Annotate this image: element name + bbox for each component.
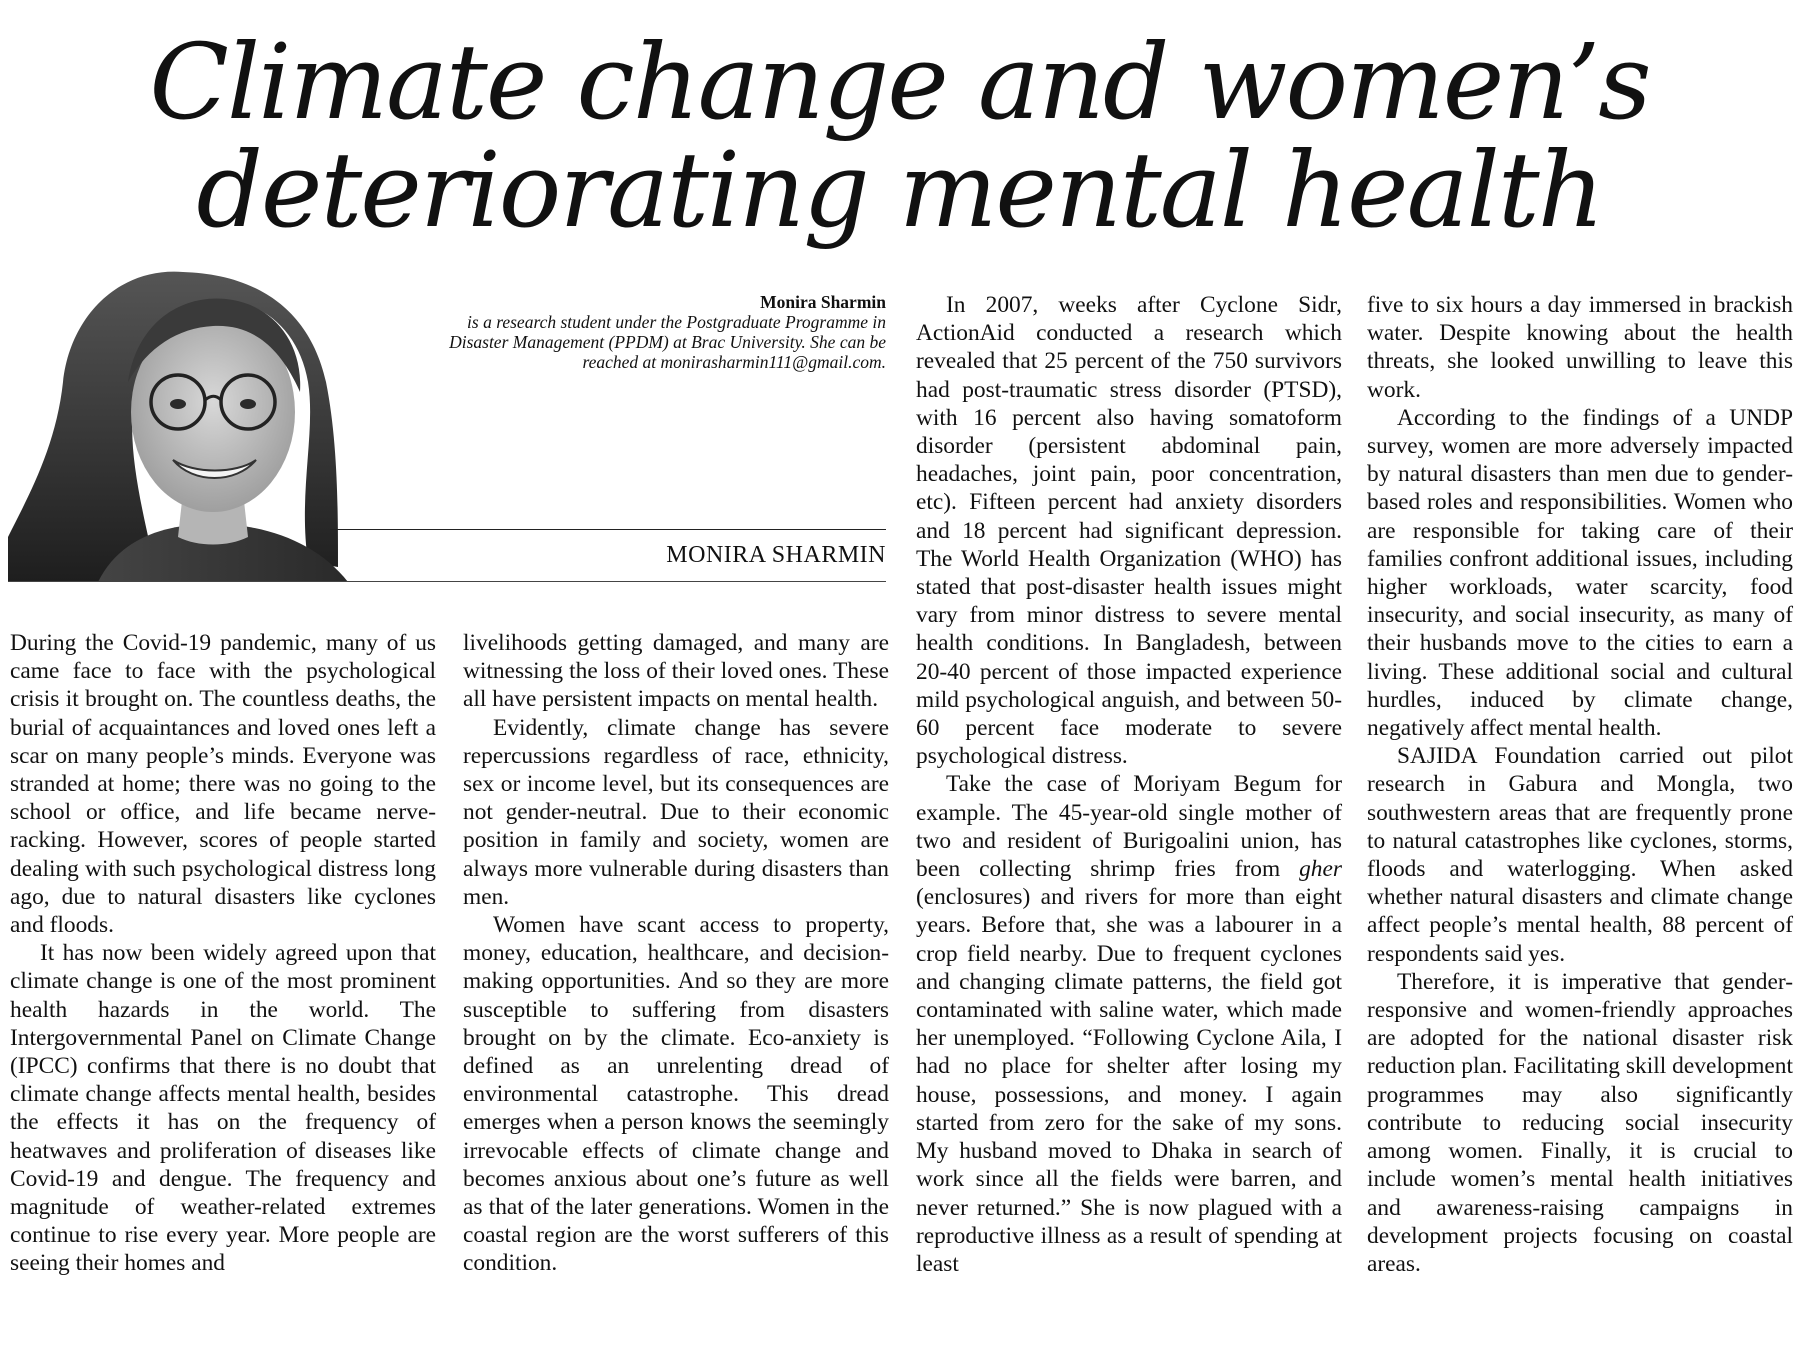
paragraph: five to six hours a day immersed in brackish water. Despite knowing about the health threats, she looked unwilling to leave this work. (1367, 292, 1793, 403)
paragraph: During the Covid-19 pandemic, many of us came face to face with the psychological crisis it brought on. The countless deaths, the burial of acquaintances and loved ones left a scar on many people’s minds. Everyone was stranded at home; there was no going to the school or office, and life became nerve-racking. However, scores of people started dealing with such psychological distress long ago, due to natural disasters like cyclones and floods. (10, 630, 436, 939)
byline-rule (330, 529, 886, 530)
column-1 (10, 629, 436, 1278)
bio-text: is a research student under the Postgraduate Programme in Disaster Management (PPDM) at Brac University. She can be reached at monirasharmin111@gmail.com. (449, 312, 886, 372)
headline (0, 21, 1799, 251)
author-bio (420, 292, 886, 372)
paragraph: Women have scant access to property, money, education, healthcare, and decision-making opportunities. And so they are more susceptible to suffering from disasters brought on by the climate. Eco-anxiety is defined as an unrelenting dread of environmental catastrophe. This dread emerges when a person knows the seemingly irrevocable effects of climate change and becomes anxious about one’s future as well as that of the later generations. Women in the coastal region are the worst sufferers of this condition. (463, 912, 889, 1277)
paragraph: In 2007, weeks after Cyclone Sidr, ActionAid conducted a research which revealed that 25 percent of the 750 survivors had post-traumatic stress disorder (PTSD), with 16 percent also having somatoform disorder (persistent abdominal pain, headaches, joint pain, poor concentration, etc). Fifteen percent had anxiety disorders and 18 percent had significant depression. The World Health Organization (WHO) has stated that post-disaster health issues might vary from minor distress to severe mental health conditions. In Bangladesh, between 20-40 percent of those impacted experience mild psychological anguish, and between 50-60 percent face moderate to severe psychological distress. (916, 292, 1342, 770)
column-3 (916, 291, 1342, 1278)
paragraph: SAJIDA Foundation carried out pilot research in Gabura and Mongla, two southwestern areas that are frequently prone to natural catastrophes like cyclones, storms, floods and waterlogging. When asked whether natural disasters and climate change affect people’s mental health, 88 percent of respondents said yes. (1367, 743, 1793, 967)
paragraph (916, 770, 1342, 1278)
headline-line-1: Climate change and women’s (149, 21, 1650, 143)
paragraph: livelihoods getting damaged, and many are witnessing the loss of their loved ones. These all have persistent impacts on mental health. (463, 630, 889, 713)
column-4 (1367, 291, 1793, 1278)
photo-baseline (8, 581, 886, 582)
column-2 (463, 629, 889, 1278)
paragraph: According to the findings of a UNDP survey, women are more adversely impacted by natural disasters than men due to gender-based roles and responsibilities. Women who are responsible for taking care of their families confront additional issues, including higher workloads, water scarcity, food insecurity, and social insecurity, as many of their husbands move to the cities to earn a living. These additional social and cultural hurdles, induced by climate change, negatively affect mental health. (1367, 404, 1793, 742)
paragraph: It has now been widely agreed upon that climate change is one of the most prominent health hazards in the world. The Intergovernmental Panel on Climate Change (IPCC) confirms that there is no doubt that climate change affects mental health, besides the effects it has on the frequency of heatwaves and proliferation of diseases like Covid-19 and dengue. The frequency and magnitude of weather-related extremes continue to rise every year. More people are seeing their homes and (10, 940, 436, 1277)
byline: MONIRA SHARMIN (666, 542, 886, 568)
paragraph-italic: gher (1299, 856, 1342, 883)
paragraph: Evidently, climate change has severe repercussions regardless of race, ethnicity, sex or income level, but its consequences are not gender-neutral. Due to their economic position in family and society, women are always more vulnerable during disasters than men. (463, 714, 889, 910)
bio-name: Monira Sharmin (760, 292, 886, 312)
paragraph-text: (enclosures) and rivers for more than eight years. Before that, she was a labourer in a crop field nearby. Due to frequent cyclones and changing climate patterns, the field got contaminated with saline water, which made her unemployed. “Following Cyclone Aila, I had no place for shelter after losing my house, possessions, and money. I again started from zero for the sake of my sons. My husband moved to Dhaka in search of work since all the fields were barren, and never returned.” She is now plagued with a reproductive illness as a result of spending at least (916, 884, 1342, 1277)
author-portrait-icon (8, 262, 408, 582)
paragraph-text: Take the case of Moriyam Begum for example. The 45-year-old single mother of two and resident of Burigoalini union, has been collecting shrimp fries from (916, 771, 1342, 883)
headline-line-2: deteriorating mental health (196, 129, 1603, 251)
paragraph: Therefore, it is imperative that gender-responsive and women-friendly approaches are adopted for the national disaster risk reduction plan. Facilitating skill development programmes may also significantly contribute to reducing social insecurity among women. Finally, it is crucial to include women’s mental health initiatives and awareness-raising campaigns in development projects focusing on coastal areas. (1367, 968, 1793, 1277)
